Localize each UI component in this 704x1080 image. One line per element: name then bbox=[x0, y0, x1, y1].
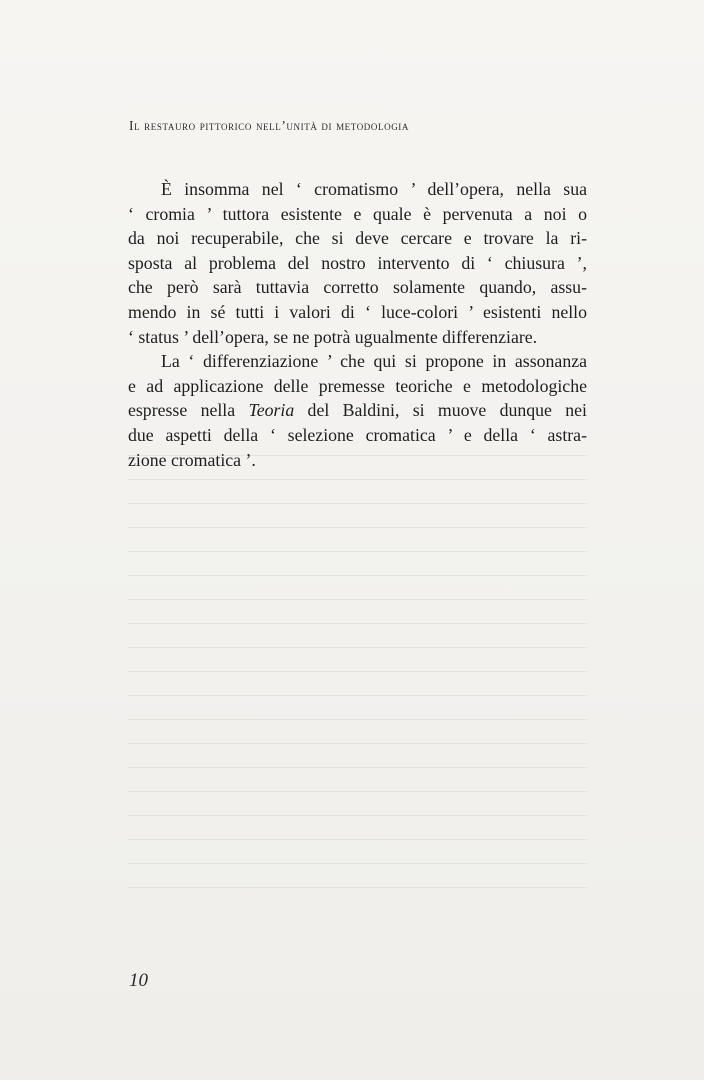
paragraph-1 bbox=[128, 177, 587, 349]
text-line: La ‘ differenziazione ’ che qui si propone in assonanza bbox=[161, 351, 587, 372]
text-line: due aspetti della ‘ selezione cromatica ’ e della ‘ astra- bbox=[128, 424, 587, 445]
text-line: da noi recuperabile, che si deve cercare e trovare la ri- bbox=[128, 228, 587, 249]
text-segment: espresse nella bbox=[128, 400, 249, 421]
show-through-texture bbox=[128, 455, 587, 935]
body-text bbox=[128, 177, 587, 472]
text-line: mendo in sé tutti i valori di ‘ luce-colori ’ esistenti nello bbox=[128, 301, 587, 322]
text-line: ‘ status ’ dell’opera, se ne potrà ugualmente differenziare. bbox=[128, 326, 538, 347]
text-line-with-italic bbox=[128, 398, 587, 423]
text-line: sposta al problema del nostro intervento di ‘ chiusura ’, bbox=[128, 252, 587, 273]
text-line: ‘ cromia ’ tuttora esistente e quale è pervenuta a noi o bbox=[128, 203, 587, 224]
text-line: che però sarà tuttavia corretto solamente quando, assu- bbox=[128, 277, 587, 298]
text-line: È insomma nel ‘ cromatismo ’ dell’opera, nella sua bbox=[161, 179, 587, 199]
paragraph-2 bbox=[128, 349, 587, 472]
book-title-italic: Teoria bbox=[248, 400, 295, 421]
text-line: zione cromatica ’. bbox=[128, 449, 256, 470]
page-number: 10 bbox=[129, 970, 148, 991]
running-head: Il restauro pittorico nell’unità di metodologia bbox=[129, 118, 409, 133]
text-segment: del Baldini, si muove dunque nei bbox=[294, 400, 587, 421]
text-line: e ad applicazione delle premesse teoriche e metodologiche bbox=[128, 375, 587, 396]
